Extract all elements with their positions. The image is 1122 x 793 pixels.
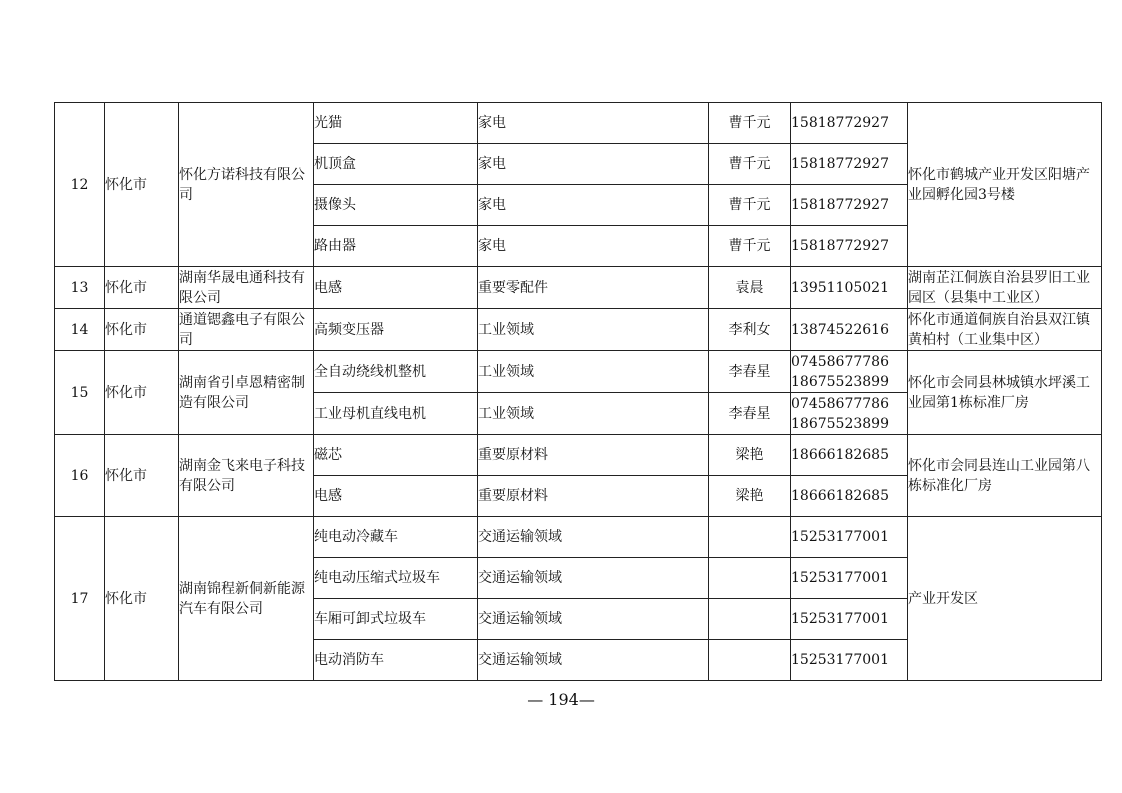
field-cell: 交通运输领域 bbox=[478, 640, 709, 681]
field-cell: 工业领域 bbox=[478, 309, 709, 351]
product-cell: 路由器 bbox=[314, 226, 478, 267]
row-number: 15 bbox=[55, 351, 105, 435]
contact-cell: 曹千元 bbox=[709, 103, 791, 144]
city-cell: 怀化市 bbox=[105, 435, 179, 517]
product-cell: 工业母机直线电机 bbox=[314, 393, 478, 435]
contact-cell: 李春星 bbox=[709, 351, 791, 393]
city-cell: 怀化市 bbox=[105, 517, 179, 681]
product-cell: 磁芯 bbox=[314, 435, 478, 476]
city-cell: 怀化市 bbox=[105, 351, 179, 435]
address-cell: 怀化市鹤城产业开发区阳塘产业园孵化园3号楼 bbox=[908, 103, 1102, 267]
city-cell: 怀化市 bbox=[105, 309, 179, 351]
contact-cell: 李春星 bbox=[709, 393, 791, 435]
phone-cell: 15253177001 bbox=[791, 599, 908, 640]
company-cell: 湖南锦程新侗新能源汽车有限公司 bbox=[179, 517, 314, 681]
contact-cell: 袁晨 bbox=[709, 267, 791, 309]
row-number: 13 bbox=[55, 267, 105, 309]
contact-cell bbox=[709, 599, 791, 640]
contact-cell bbox=[709, 517, 791, 558]
product-cell: 机顶盒 bbox=[314, 144, 478, 185]
address-cell: 怀化市会同县林城镇水坪溪工业园第1栋标准厂房 bbox=[908, 351, 1102, 435]
field-cell: 工业领域 bbox=[478, 393, 709, 435]
contact-cell bbox=[709, 558, 791, 599]
row-number: 17 bbox=[55, 517, 105, 681]
field-cell: 交通运输领域 bbox=[478, 558, 709, 599]
page-number: — 194— bbox=[527, 690, 595, 709]
product-cell: 车厢可卸式垃圾车 bbox=[314, 599, 478, 640]
city-cell: 怀化市 bbox=[105, 103, 179, 267]
contact-cell: 曹千元 bbox=[709, 185, 791, 226]
product-cell: 摄像头 bbox=[314, 185, 478, 226]
product-cell: 全自动绕线机整机 bbox=[314, 351, 478, 393]
company-cell: 湖南华晟电通科技有限公司 bbox=[179, 267, 314, 309]
row-number: 16 bbox=[55, 435, 105, 517]
contact-cell: 曹千元 bbox=[709, 226, 791, 267]
enterprise-table bbox=[54, 102, 1101, 681]
phone-cell: 13951105021 bbox=[791, 267, 908, 309]
product-cell: 纯电动冷藏车 bbox=[314, 517, 478, 558]
table-row bbox=[55, 267, 1102, 309]
address-cell: 怀化市通道侗族自治县双江镇黄柏村（工业集中区） bbox=[908, 309, 1102, 351]
phone-cell: 15818772927 bbox=[791, 185, 908, 226]
field-cell: 家电 bbox=[478, 144, 709, 185]
contact-cell: 李利女 bbox=[709, 309, 791, 351]
phone-line: 18675523899 bbox=[791, 373, 889, 390]
phone-cell bbox=[791, 351, 908, 393]
table-row bbox=[55, 351, 1102, 393]
field-cell: 交通运输领域 bbox=[478, 517, 709, 558]
company-cell: 湖南省引卓恩精密制造有限公司 bbox=[179, 351, 314, 435]
phone-cell: 15818772927 bbox=[791, 144, 908, 185]
phone-cell bbox=[791, 393, 908, 435]
phone-cell: 15818772927 bbox=[791, 226, 908, 267]
address-cell: 产业开发区 bbox=[908, 517, 1102, 681]
table-row bbox=[55, 103, 1102, 144]
enterprise-grid bbox=[54, 102, 1102, 681]
product-cell: 光猫 bbox=[314, 103, 478, 144]
company-cell: 通道锶鑫电子有限公司 bbox=[179, 309, 314, 351]
city-cell: 怀化市 bbox=[105, 267, 179, 309]
phone-line: 07458677786 bbox=[791, 353, 889, 370]
field-cell: 家电 bbox=[478, 226, 709, 267]
contact-cell bbox=[709, 640, 791, 681]
field-cell: 重要零配件 bbox=[478, 267, 709, 309]
product-cell: 电感 bbox=[314, 267, 478, 309]
table-row bbox=[55, 517, 1102, 558]
field-cell: 工业领域 bbox=[478, 351, 709, 393]
field-cell: 重要原材料 bbox=[478, 476, 709, 517]
phone-cell: 18666182685 bbox=[791, 476, 908, 517]
phone-cell: 15253177001 bbox=[791, 558, 908, 599]
contact-cell: 梁艳 bbox=[709, 476, 791, 517]
phone-cell: 15253177001 bbox=[791, 640, 908, 681]
table-row bbox=[55, 435, 1102, 476]
field-cell: 家电 bbox=[478, 185, 709, 226]
company-cell: 怀化方诺科技有限公司 bbox=[179, 103, 314, 267]
company-cell: 湖南金飞来电子科技有限公司 bbox=[179, 435, 314, 517]
phone-line: 07458677786 bbox=[791, 395, 889, 412]
address-cell: 怀化市会同县连山工业园第八栋标准化厂房 bbox=[908, 435, 1102, 517]
phone-cell: 15253177001 bbox=[791, 517, 908, 558]
address-cell: 湖南芷江侗族自治县罗旧工业园区（县集中工业区） bbox=[908, 267, 1102, 309]
field-cell: 重要原材料 bbox=[478, 435, 709, 476]
field-cell: 家电 bbox=[478, 103, 709, 144]
row-number: 14 bbox=[55, 309, 105, 351]
phone-line: 18675523899 bbox=[791, 415, 889, 432]
phone-cell: 15818772927 bbox=[791, 103, 908, 144]
table-row bbox=[55, 309, 1102, 351]
contact-cell: 梁艳 bbox=[709, 435, 791, 476]
product-cell: 电感 bbox=[314, 476, 478, 517]
field-cell: 交通运输领域 bbox=[478, 599, 709, 640]
contact-cell: 曹千元 bbox=[709, 144, 791, 185]
row-number: 12 bbox=[55, 103, 105, 267]
product-cell: 电动消防车 bbox=[314, 640, 478, 681]
product-cell: 纯电动压缩式垃圾车 bbox=[314, 558, 478, 599]
phone-cell: 18666182685 bbox=[791, 435, 908, 476]
phone-cell: 13874522616 bbox=[791, 309, 908, 351]
product-cell: 高频变压器 bbox=[314, 309, 478, 351]
